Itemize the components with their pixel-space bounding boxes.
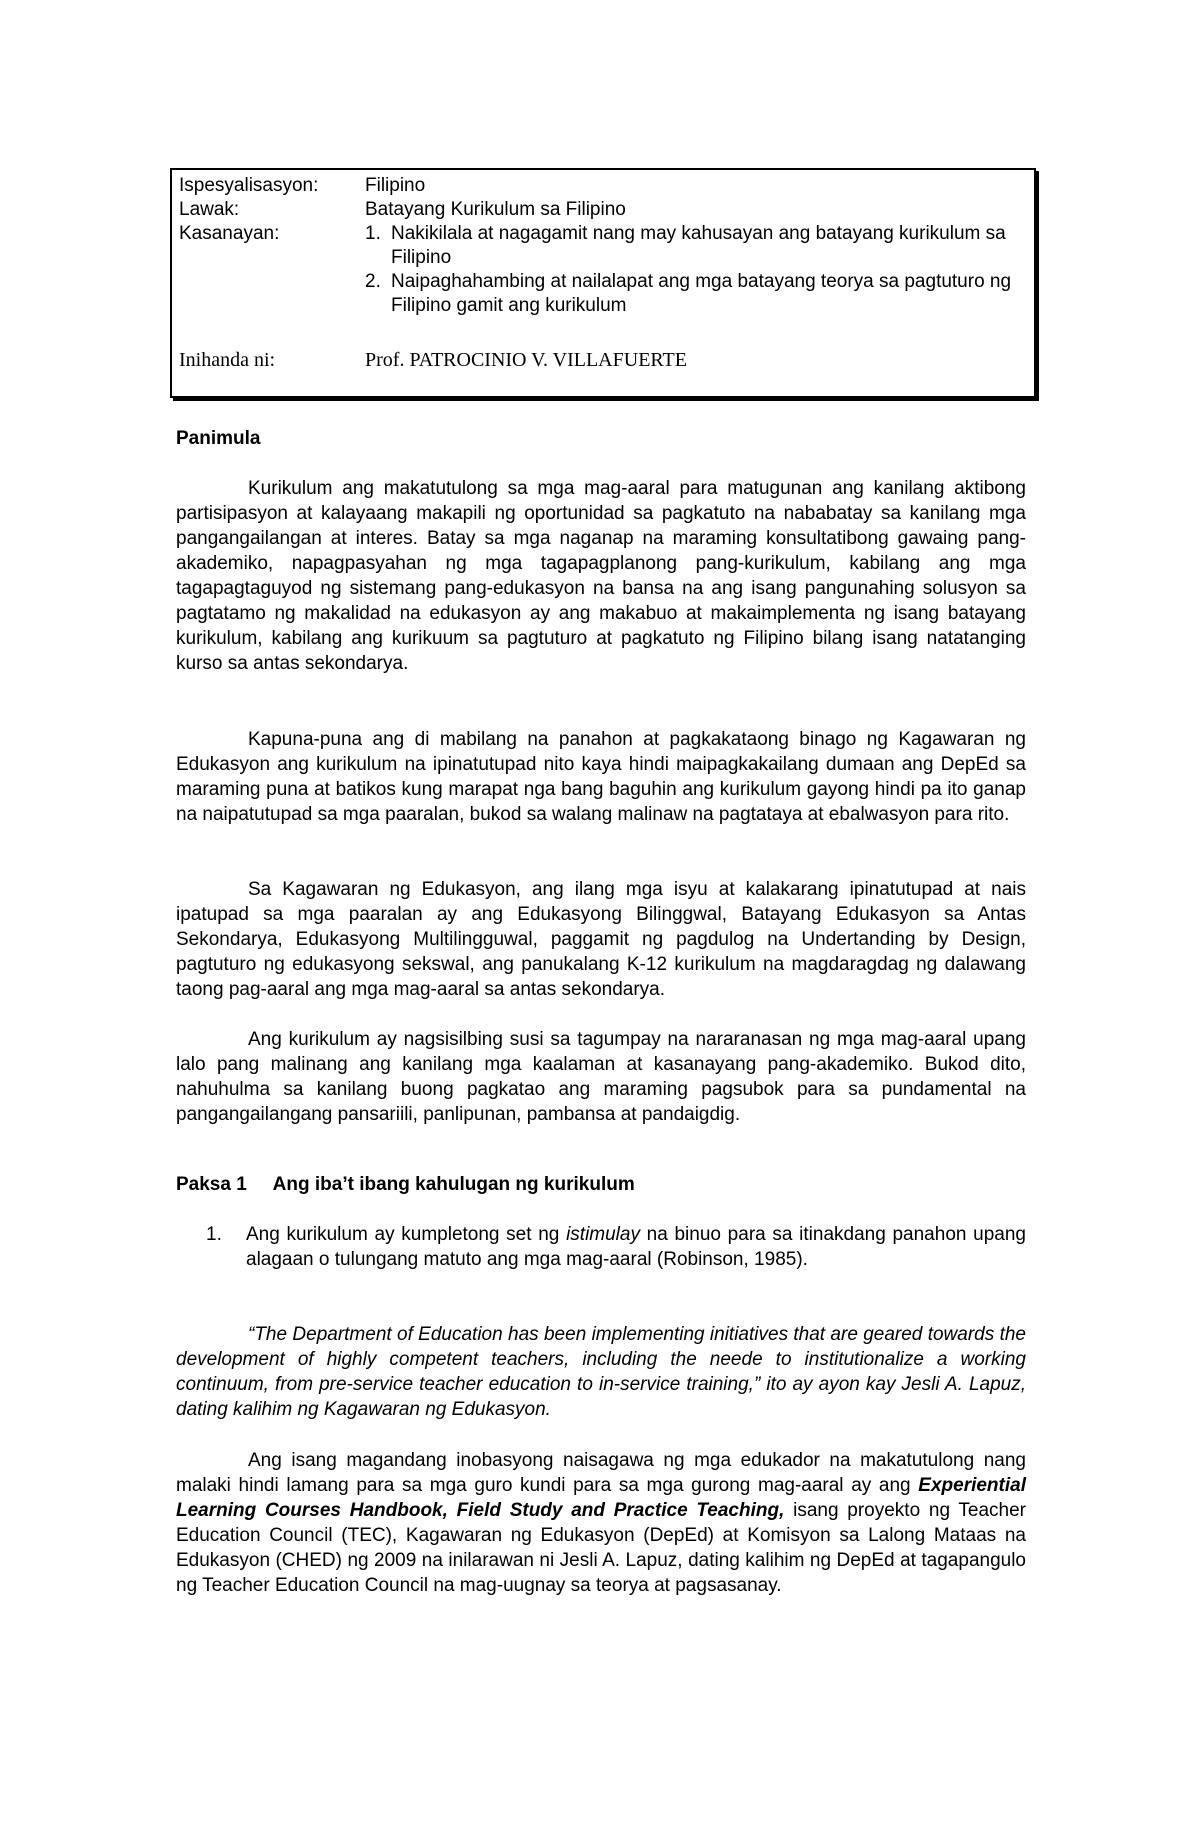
objective-item bbox=[365, 222, 1024, 270]
topic-number: Paksa 1 bbox=[176, 1174, 247, 1195]
final-paragraph: Ang isang magandang inobasyong naisagawa ng mga edukador na makatutulong nang malaki hindi lamang para sa mga guro kundi para sa mga gurong mag-aaral ay ang Experiential Learning Courses Handbook, Field Study and Practice Teaching, isang proyekto ng Teacher Education Council (TEC), Kagawaran ng Edukasyon (DepEd) at Komisyon sa Lalong Mataas na Edukasyon (CHED) ng 2009 na inilarawan ni Jesli A. Lapuz, dating kalihim ng DepEd at tagapangulo ng Teacher Education Council na mag-uugnay sa teorya at pagsasanay. bbox=[176, 1450, 1027, 1596]
intro-paragraph-3: Sa Kagawaran ng Edukasyon, ang ilang mga isyu at kalakarang ipinatutupad at nais ipatupad sa mga paaralan ay ang Edukasyong Bilinggwal, Batayang Edukasyon sa Antas Sekondarya, Edukasyong Multilingguwal, paggamit ng pagdulog na Undertanding by Design, pagtuturo ng edukasyong sekswal, ang panukalang K-12 kurikulum na magdaragdag ng dalawang taong pag-aaral ang mga mag-aaral sa antas sekondarya. bbox=[176, 879, 1026, 1000]
specialization-value: Filipino bbox=[365, 175, 426, 196]
intro-heading: Panimula bbox=[176, 428, 261, 449]
skills-label: Kasanayan: bbox=[179, 223, 280, 244]
intro-paragraph-1: Kurikulum ang makatutulong sa mga mag-aaral para matugunan ang kanilang aktibong partisipasyon at kalayaang makapili ng oportunidad sa pagkatuto na nababatay sa kanilang mga pangangailangan at interes. Batay sa mga naganap na maraming konsultatibong gawaing pang-akademiko, napagpasyahan ng mga tagapagplanong pang-kurikulum, kabilang ang mga tagapagtaguyod ng sistemang pang-edukasyon na bansa na ang isang pangunahing solusyon sa pagtatamo ng makalidad na edukasyon ay ang makabuo at makaimplementa ng isang batayang kurikulum, kabilang ang kurikuum sa pagtuturo at pagkatuto ng Filipino bilang isang natatanging kurso sa antas sekondarya. bbox=[176, 478, 1026, 674]
objective-text: Naipaghahambing at nailalapat ang mga batayang teorya sa pagtuturo ng Filipino gamit ang kurikulum bbox=[391, 271, 1012, 316]
intro-paragraph-4: Ang kurikulum ay nagsisilbing susi sa tagumpay na nararanasan ng mga mag-aaral upang lalo pang malinang ang kanilang mga kaalaman at kasanayang pang-akademiko. Bukod dito, nahuhulma sa kanilang buong pagkatao ang maraming pagsubok para sa pundamental na pangangailangang pansariili, panlipunan, pambansa at pandaigdig. bbox=[176, 1029, 1026, 1125]
objective-item bbox=[365, 270, 1024, 318]
area-value: Batayang Kurikulum sa Filipino bbox=[365, 199, 626, 220]
objective-number: 2. bbox=[365, 271, 381, 292]
handbook-title: Experiential Learning Courses Handbook, Field Study and Practice Teaching, bbox=[176, 1475, 1026, 1521]
objective-text: Nakikilala at nagagamit nang may kahusayan ang batayang kurikulum sa Filipino bbox=[391, 223, 1006, 268]
info-box bbox=[170, 168, 1036, 398]
objectives-list bbox=[365, 222, 1024, 318]
specialization-label: Ispesyalisasyon: bbox=[179, 175, 319, 196]
topic-heading bbox=[176, 1174, 635, 1196]
definition-item bbox=[206, 1222, 1026, 1272]
intro-paragraph-2: Kapuna-puna ang di mabilang na panahon at pagkakataong binago ng Kagawaran ng Edukasyon ang kurikulum na ipinatutupad nito kaya hindi maipagkakailang dumaan ang DepEd sa maraming puna at batikos kung marapat nga bang baguhin ang kurikulum gayong hindi pa ito ganap na naipatutupad sa mga paaralan, bukod sa walang malinaw na pagtataya at ebalwasyon para rito. bbox=[176, 729, 1026, 825]
definition-number: 1. bbox=[206, 1224, 222, 1245]
definition-text: Ang kurikulum ay kumpletong set ng istimulay na binuo para sa itinakdang panahon upang alagaan o tulungang matuto ang mga mag-aaral (Robinson, 1985). bbox=[246, 1224, 1026, 1270]
area-label: Lawak: bbox=[179, 199, 240, 220]
topic-title: Ang iba’t ibang kahulugan ng kurikulum bbox=[272, 1174, 635, 1195]
objective-number: 1. bbox=[365, 223, 381, 244]
prepared-label: Inihanda ni: bbox=[179, 349, 276, 371]
prepared-value: Prof. PATROCINIO V. VILLAFUERTE bbox=[365, 349, 687, 371]
quote-paragraph: “The Department of Education has been implementing initiatives that are geared towards the development of highly competent teachers, including the neede to institutionalize a working continuum, from pre-service teacher education to in-service training,” ito ay ayon kay Jesli A. Lapuz, dating kalihim ng Kagawaran ng Edukasyon. bbox=[176, 1324, 1026, 1420]
istimulay-term: istimulay bbox=[566, 1224, 640, 1245]
